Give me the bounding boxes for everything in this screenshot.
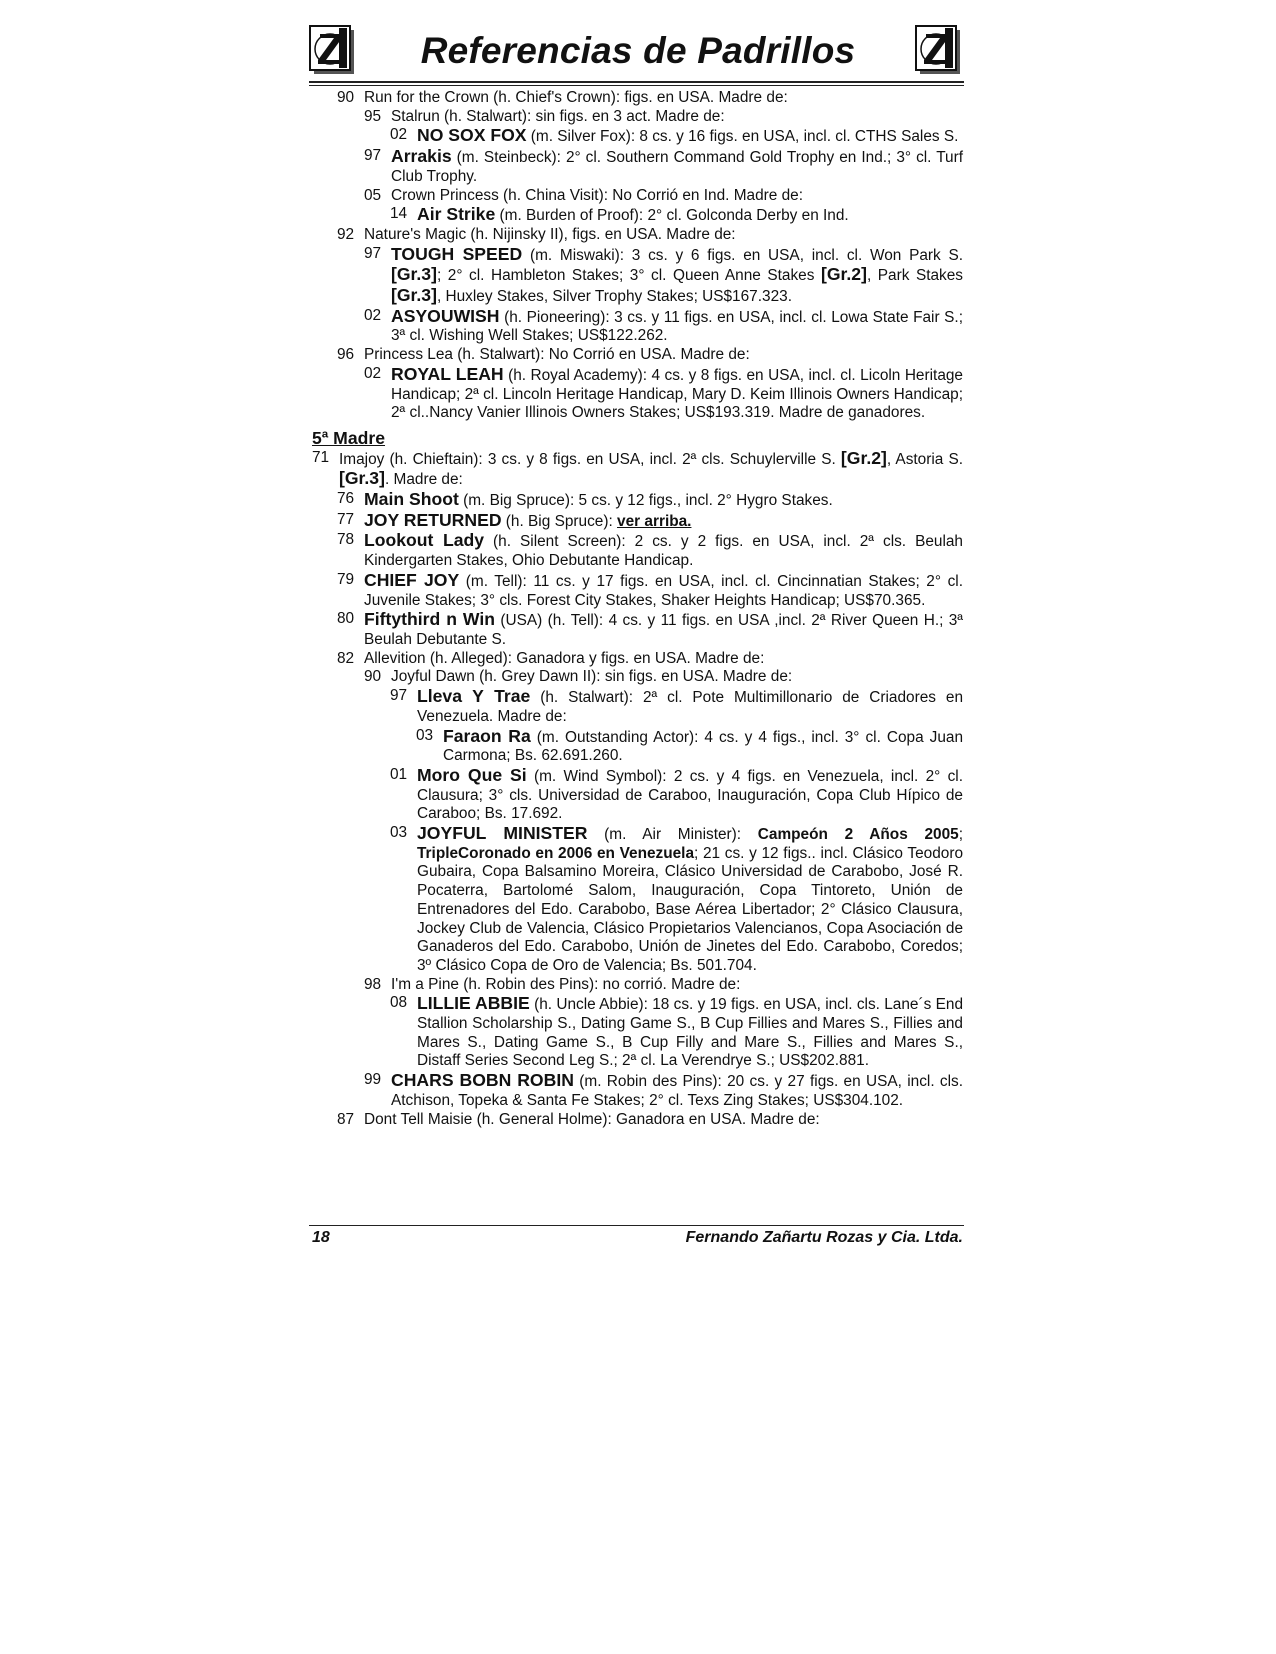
entry-joy-returned: 77 JOY RETURNED (h. Big Spruce): ver arriba. bbox=[337, 509, 692, 530]
entry-lillie-abbie: 08 LILLIE ABBIE (h. Uncle Abbie): 18 cs. y 19 figs. en USA, incl. cls. Lane´s End Stallion Scholarship S., Dating Game S., B Cup Fillies and Mares S., Fillies and Mares S., Dating Game S., B Cup Filly and Mare S., Fillies and Mares S., Distaff Series Second Leg S.; 2ª cl. La Verendrye S.; US$202.881. bbox=[390, 993, 963, 1070]
entry-main-shoot: 76 Main Shoot (m. Big Spruce): 5 cs. y 12 figs., incl. 2° Hygro Stakes. bbox=[337, 489, 833, 510]
entry-allevition: 82 Allevition (h. Alleged): Ganadora y figs. en USA. Madre de: bbox=[337, 649, 765, 667]
footer-rule bbox=[309, 1225, 964, 1226]
pedigree-content bbox=[312, 89, 963, 1129]
entry-joyful-dawn: 90 Joyful Dawn (h. Grey Dawn II): sin figs. en USA. Madre de: bbox=[364, 668, 793, 686]
entry-arrakis: 97 Arrakis (m. Steinbeck): 2° cl. Southern Command Gold Trophy en Ind.; 3° cl. Turf Club Trophy. bbox=[364, 146, 963, 185]
header-rule-thin bbox=[309, 85, 964, 86]
entry-dont-tell-maisie: 87 Dont Tell Maisie (h. General Holme): Ganadora en USA. Madre de: bbox=[337, 1110, 820, 1128]
entry-tough-speed: 97 TOUGH SPEED (m. Miswaki): 3 cs. y 6 figs. en USA, incl. cl. Won Park S. [Gr.3]; 2° cl. Hambleton Stakes; 3° cl. Queen Anne Stakes [Gr.2], Park Stakes [Gr.3], Huxley Stakes, Silver Trophy Stakes; US$167.323. bbox=[364, 243, 963, 306]
entry-run-for-the-crown: 90 Run for the Crown (h. Chief's Crown): figs. en USA. Madre de: bbox=[337, 89, 788, 106]
entry-asyouwish: 02 ASYOUWISH (h. Pioneering): 3 cs. y 11 figs. en USA, incl. cl. Lowa State Fair S.; 3ª cl. Wishing Well Stakes; US$122.262. bbox=[364, 305, 963, 345]
entry-moro-que-si: 01 Moro Que Si (m. Wind Symbol): 2 cs. y 4 figs. en Venezuela, incl. 2° cl. Clausura; 3° cls. Universidad de Caraboo, Inauguración, Copa Club Hípico de Caraboo; Bs. 17.692. bbox=[390, 764, 963, 823]
entry-chars-bobn-robin: 99 CHARS BOBN ROBIN (m. Robin des Pins): 20 cs. y 27 figs. en USA, incl. cls. Atchison, Topeka & Santa Fe Stakes; 2° cl. Texs Zing Stakes; US$304.102. bbox=[364, 1070, 964, 1109]
footer-company: Fernando Zañartu Rozas y Cia. Ltda. bbox=[685, 1229, 963, 1246]
entry-lookout-lady: 78 Lookout Lady (h. Silent Screen): 2 cs. y 2 figs. en USA, incl. 2ª cls. Beulah Kindergarten Stakes, Ohio Debutante Handicap. bbox=[337, 530, 963, 570]
entry-royal-leah: 02 ROYAL LEAH (h. Royal Academy): 4 cs. y 8 figs. en USA, incl. cl. Licoln Heritage Handicap; 2ª cl. Lincoln Heritage Handicap, Mary D. Keim Illinois Owners Handicap; 2ª cl..Nancy Vanier Illinois Owners Stakes; US$193.319. Madre de ganadores. bbox=[364, 363, 963, 422]
ver-arriba-link[interactable]: ver arriba. bbox=[617, 512, 692, 530]
entry-faraon-ra: 03 Faraon Ra (m. Outstanding Actor): 4 cs. y 4 figs., incl. 3° cl. Copa Juan Carmona; Bs. 62.691.260. bbox=[416, 725, 963, 765]
page-number: 18 bbox=[312, 1229, 330, 1246]
entry-imajoy: 71 Imajoy (h. Chieftain): 3 cs. y 8 figs. en USA, incl. 2ª cls. Schuylerville S. [Gr.2], Astoria S. [Gr.3]. Madre de: bbox=[312, 447, 964, 489]
entry-im-a-pine: 98 I'm a Pine (h. Robin des Pins): no corrió. Madre de: bbox=[364, 975, 741, 993]
entry-lleva-y-trae: 97 Lleva Y Trae (h. Stalwart): 2ª cl. Pote Multimillonario de Criadores en Venezuela. Madre de: bbox=[390, 686, 963, 725]
header-rule bbox=[309, 81, 964, 83]
page-title: Referencias de Padrillos bbox=[420, 30, 856, 71]
entry-joyful-minister: 03 JOYFUL MINISTER (m. Air Minister): Campeón 2 Años 2005; TripleCoronado en 2006 en Venezuela; 21 cs. y 12 figs.. incl. Clásico Teodoro Gubaira, Copa Balsamino Moreira, Clásico Universidad de Carabobo, José R. Pocaterra, Bartolomé Salom, Inauguración, Copa Tintoreto, Unión de Entrenadores del Edo. Carabobo, Base Aérea Libertador; 2° Clásico Clausura, Jockey Club de Valencia, Clásico Propietarios Valencianos, Copa Asociación de Ganaderos del Edo. Carabobo, Unión de Jinetes del Edo. Carabobo, Coredos; 3º Clásico Copa de Oro de Valencia; Bs. 501.704. bbox=[390, 823, 963, 974]
entry-no-sox-fox: 02 NO SOX FOX (m. Silver Fox): 8 cs. y 16 figs. en USA, incl. cl. CTHS Sales S. bbox=[390, 125, 959, 146]
entry-air-strike: 14 Air Strike (m. Burden of Proof): 2° cl. Golconda Derby en Ind. bbox=[390, 204, 849, 225]
entry-fiftythird-n-win: 80 Fiftythird n Win (USA) (h. Tell): 4 cs. y 11 figs. en USA ,incl. 2ª River Queen H.; 3ª Beulah Debutante S. bbox=[337, 609, 963, 648]
entry-crown-princess: 05 Crown Princess (h. China Visit): No Corrió en Ind. Madre de: bbox=[364, 186, 804, 204]
entry-princess-lea: 96 Princess Lea (h. Stalwart): No Corrió en USA. Madre de: bbox=[337, 346, 750, 364]
entry-stalrun: 95 Stalrun (h. Stalwart): sin figs. en 3 act. Madre de: bbox=[364, 107, 725, 125]
entry-natures-magic: 92 Nature's Magic (h. Nijinsky II), figs. en USA. Madre de: bbox=[337, 225, 736, 243]
entry-chief-joy: 79 CHIEF JOY (m. Tell): 11 cs. y 17 figs. en USA, incl. cl. Cincinnatian Stakes; 2° cl. Juvenile Stakes; 3° cls. Forest City Stakes, Shaker Heights Handicap; US$70.365. bbox=[337, 569, 963, 609]
section-heading: 5ª Madre bbox=[312, 427, 386, 448]
